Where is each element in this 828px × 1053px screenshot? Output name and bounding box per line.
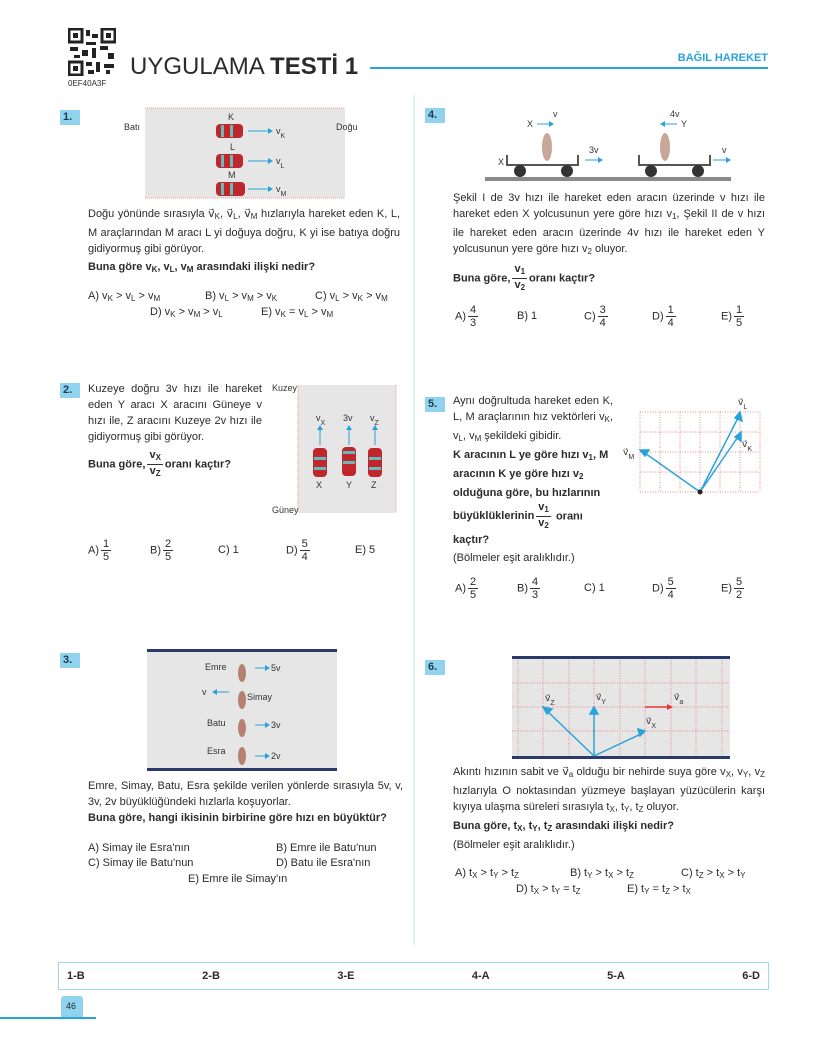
- q4-figure: [485, 105, 745, 185]
- svg-text:vX: $v_X$: [316, 413, 326, 427]
- q5-note: (Bölmeler eşit aralıklıdır.): [453, 552, 575, 564]
- q2-option-c[interactable]: C) 1: [218, 544, 239, 556]
- q3-options: [88, 842, 403, 890]
- q6-option-b[interactable]: B) $t_Y > t_X > t_Z$: [570, 867, 634, 880]
- svg-text:Kuzey: Kuzey: [272, 383, 298, 393]
- q3-question: Buna göre, hangi ikisinin birbirine göre hızı en büyüktür?: [88, 812, 387, 824]
- svg-text:v⃗K: $v⃗_K$: [742, 439, 752, 453]
- q1-figure: [120, 106, 380, 202]
- q5-option-c[interactable]: C) 1: [584, 582, 605, 594]
- q3-option-d[interactable]: D) Batu ile Esra'nın: [276, 857, 371, 869]
- q6-figure: [512, 656, 730, 760]
- answer-key: [58, 962, 769, 990]
- q4-text: Şekil I de 3v hızı ile hareket eden aracın üzerinde v hızı ile hareket eden X yolcusunun yere göre hızı $v_1$, Şekil II de v hızı ile hareket eden aracın üzerinde 4v hızı ile hareket eden Y yolcusunun yere göre hızı $v_2$ oluyor.: [453, 192, 765, 256]
- q1-option-a[interactable]: A) $v_K > v_L > v_M$: [88, 290, 161, 303]
- q5-question: K aracının L ye göre hızı $v_1$, M aracının K ye göre hızı $v_2$ olduğuna göre, bu hızlarının büyüklüklerinin $\frac{v_1}{v_2}$ oranı kaçtır?: [453, 449, 609, 546]
- svg-text:vM: $v_M$: [276, 184, 287, 198]
- svg-text:3v: 3v: [343, 413, 353, 423]
- svg-text:v⃗a: $v⃗_a$: [674, 692, 684, 706]
- svg-text:v⃗L: $v⃗_L$: [738, 397, 748, 411]
- q5-option-d[interactable]: D) $\frac{5}{4}$: [652, 576, 674, 601]
- question-number: 6.: [425, 660, 445, 675]
- q5-figure: [620, 392, 770, 502]
- svg-text:X: X: [527, 119, 534, 129]
- q3-option-c[interactable]: C) Simay ile Batu'nun: [88, 857, 194, 869]
- svg-text:M: M: [228, 170, 236, 180]
- q2-option-b[interactable]: B) $\frac{2}{5}$: [150, 538, 172, 563]
- column-divider: [413, 95, 415, 945]
- q4-body: [453, 190, 765, 332]
- topic-label: BAĞIL HAREKET: [677, 52, 768, 64]
- q1-body: [88, 206, 400, 324]
- q4-question: Buna göre, $\frac{v_1}{v_2}$ oranı kaçtır?: [453, 263, 596, 292]
- answer-2: 2-B: [202, 970, 220, 982]
- svg-text:Güney: Güney: [272, 505, 299, 515]
- footer-rule: [0, 1017, 96, 1019]
- q3-option-a[interactable]: A) Simay ile Esra'nın: [88, 842, 190, 854]
- q6-option-c[interactable]: C) $t_Z > t_X > t_Y$: [681, 867, 746, 880]
- q3-body: [88, 778, 403, 890]
- q3-text: Emre, Simay, Batu, Esra şekilde verilen yönlerde sırasıyla 5v, v, 3v, 2v büyüklüğündeki hızlarla koşuyorlar.: [88, 780, 403, 808]
- svg-text:X: X: [498, 157, 505, 167]
- q4-option-c[interactable]: C) $\frac{3}{4}$: [584, 304, 606, 329]
- q3-figure: [147, 648, 337, 772]
- q6-text: Akıntı hızının sabit ve $v⃗_a$ olduğu bir nehirde suya göre $v_X$, $v_Y$, $v_Z$ hızlarıyla O noktasından yüzmeye başlayan yüzücülerin karşı kıyıya ulaşma süreleri sırasıyla $t_X$, $t_Y$, $t_Z$ oluyor.: [453, 766, 765, 814]
- svg-text:2v: 2v: [271, 751, 281, 761]
- q2-text: Kuzeye doğru 3v hızı ile hareket eden Y aracı X aracını Güneye v hızı ile, Z aracını Kuzeye 2v hızı ile gidiyormuş gibi görüyor.: [88, 383, 262, 443]
- svg-text:Simay: Simay: [247, 692, 273, 702]
- svg-text:5v: 5v: [271, 663, 281, 673]
- question-number: 4.: [425, 108, 445, 123]
- svg-text:v: v: [553, 109, 558, 119]
- header-rule: [370, 67, 768, 69]
- q2-option-e[interactable]: E) 5: [355, 544, 376, 556]
- q5-option-b[interactable]: B) $\frac{4}{3}$: [517, 576, 539, 601]
- q4-option-b[interactable]: B) 1: [517, 310, 538, 322]
- q4-options: [453, 304, 768, 332]
- qr-code-id: 0EF40A3F: [68, 79, 107, 88]
- q1-option-b[interactable]: B) $v_L > v_M > v_K$: [205, 290, 278, 303]
- answer-3: 3-E: [337, 970, 355, 982]
- svg-text:3v: 3v: [589, 145, 599, 155]
- q6-option-d[interactable]: D) $t_X > t_Y = t_Z$: [516, 883, 581, 896]
- cart-1: [498, 109, 603, 177]
- answer-1: 1-B: [67, 970, 85, 982]
- q5-options: [453, 576, 768, 604]
- svg-text:X: X: [316, 480, 323, 490]
- q3-option-b[interactable]: B) Emre ile Batu'nun: [276, 842, 377, 854]
- svg-text:Esra: Esra: [207, 746, 226, 756]
- q6-question: Buna göre, $t_X$, $t_Y$, $t_Z$ arasındaki ilişki nedir?: [453, 820, 674, 833]
- q3-option-e[interactable]: E) Emre ile Simay'ın: [188, 873, 288, 885]
- q1-option-c[interactable]: C) $v_L > v_K > v_M$: [315, 290, 388, 303]
- q2-option-a[interactable]: A) $\frac{1}{5}$: [88, 538, 110, 563]
- q1-option-e[interactable]: E) $v_K = v_L > v_M$: [261, 306, 334, 319]
- svg-text:Y: Y: [346, 480, 353, 490]
- q6-option-e[interactable]: E) $t_Y = t_Z > t_X$: [627, 883, 691, 896]
- q5-body: [453, 393, 743, 604]
- svg-text:K: K: [228, 112, 235, 122]
- q4-option-d[interactable]: D) $\frac{1}{4}$: [652, 304, 674, 329]
- svg-text:Emre: Emre: [205, 662, 227, 672]
- page-number: 46: [61, 996, 83, 1017]
- q6-body: [453, 764, 765, 899]
- svg-text:v: v: [722, 145, 727, 155]
- q5-option-e[interactable]: E) $\frac{5}{2}$: [721, 576, 743, 601]
- q4-option-a[interactable]: A) $\frac{4}{3}$: [455, 304, 477, 329]
- q5-ratio: $\frac{v_1}{v_2}$: [538, 501, 549, 530]
- q1-text: Doğu yönünde sırasıyla $v⃗_K$, $v⃗_L$, $v⃗_M$ hızlarıyla hareket eden K, L, M araçlarından M aracı L yi doğuya doğru, K yi ise batıya doğru gidiyormuş gibi görüyor.: [88, 208, 401, 255]
- svg-text:Y: Y: [681, 119, 688, 129]
- q4-option-e[interactable]: E) $\frac{1}{5}$: [721, 304, 743, 329]
- svg-text:v⃗M: $v⃗_M$: [623, 447, 635, 461]
- question-number: 5.: [425, 397, 445, 412]
- q1-option-d[interactable]: D) $v_K > v_M > v_L$: [150, 306, 223, 319]
- svg-text:Batu: Batu: [207, 718, 226, 728]
- q6-option-a[interactable]: A) $t_X > t_Y > t_Z$: [455, 867, 519, 880]
- q5-text: Aynı doğrultuda hareket eden K, L, M araçlarının hız vektörleri $v_K$, $v_L$, $v_M$ şekildeki gibidir.: [453, 395, 613, 443]
- svg-text:v⃗Y: $v⃗_Y$: [596, 692, 606, 706]
- q1-question: Buna göre $v_K$, $v_L$, $v_M$ arasındaki ilişki nedir?: [88, 261, 316, 274]
- east-label: Doğu: [336, 122, 358, 132]
- svg-text:vL: $v_L$: [276, 156, 285, 170]
- cart-2: [639, 109, 731, 177]
- qr-code: [68, 28, 116, 76]
- q2-figure: [270, 383, 400, 518]
- svg-text:L: L: [230, 142, 236, 152]
- svg-text:Z: Z: [371, 480, 377, 490]
- answer-5: 5-A: [607, 970, 625, 982]
- svg-text:3v: 3v: [271, 720, 281, 730]
- q2-question: Buna göre, $\frac{v_X}{v_Z}$ oranı kaçtır?: [88, 449, 231, 478]
- west-label: Batı: [124, 122, 141, 132]
- q5-option-a[interactable]: A) $\frac{2}{5}$: [455, 576, 477, 601]
- q6-options: [453, 867, 768, 899]
- q1-options: [88, 290, 403, 324]
- svg-text:vK: $v_K$: [276, 126, 286, 140]
- svg-text:v: v: [202, 687, 207, 697]
- svg-text:v⃗Z: $v⃗_Z$: [545, 693, 555, 707]
- question-number: 3.: [60, 653, 80, 668]
- svg-text:vZ: $v_Z$: [370, 413, 379, 427]
- q6-note: (Bölmeler eşit aralıklıdır.): [453, 839, 575, 851]
- q2-body: [88, 381, 262, 480]
- q2-option-d[interactable]: D) $\frac{5}{4}$: [286, 538, 308, 563]
- question-number: 1.: [60, 110, 80, 125]
- page-title: UYGULAMA TESTİ 1: [130, 53, 359, 80]
- question-number: 2.: [60, 383, 80, 398]
- svg-text:4v: 4v: [670, 109, 680, 119]
- answer-4: 4-A: [471, 970, 490, 982]
- answer-6: 6-D: [742, 970, 760, 982]
- svg-text:v⃗X: $v⃗_X$: [646, 716, 656, 730]
